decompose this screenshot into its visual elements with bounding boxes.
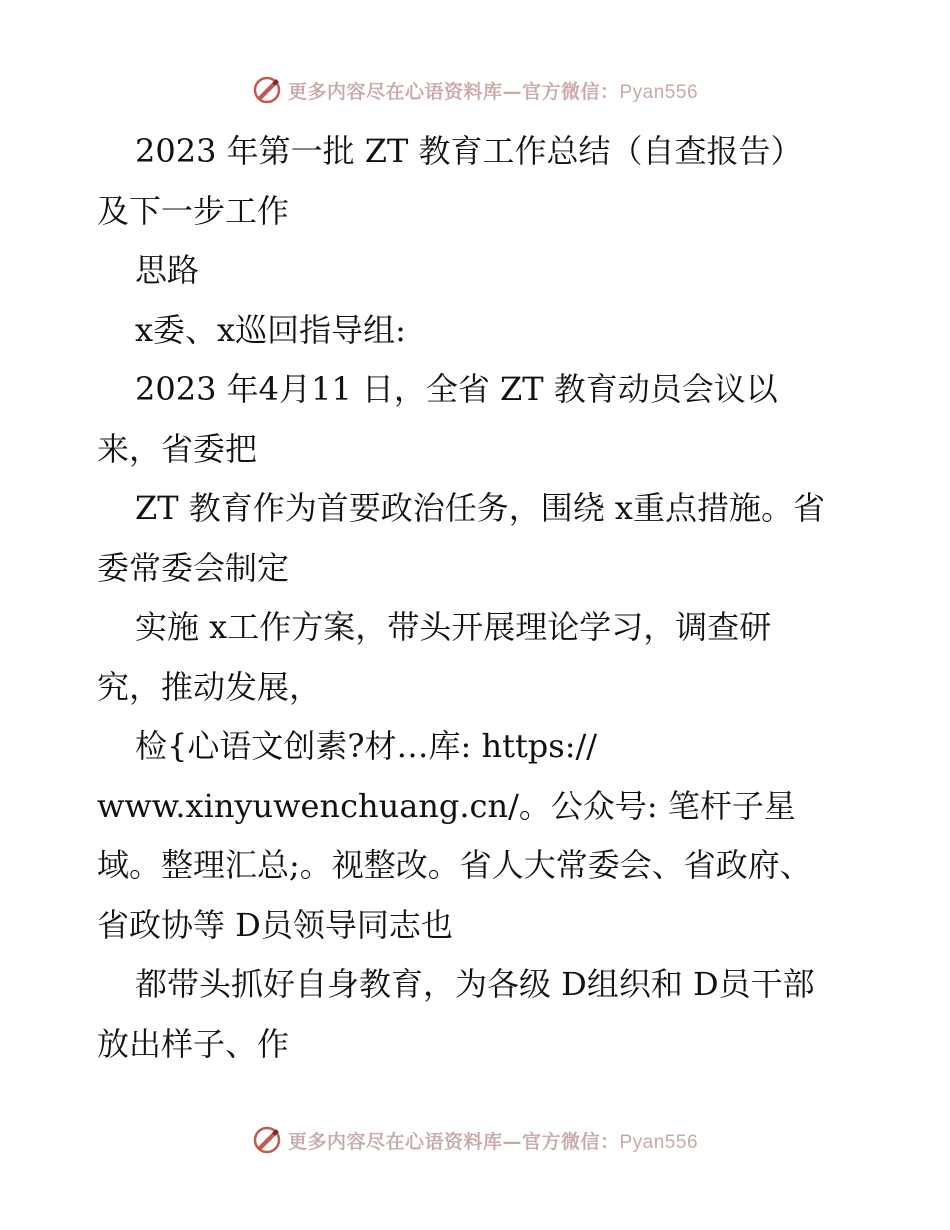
watermark-text	[288, 77, 698, 104]
paragraph-9: 都带头抓好自身教育，为各级 D组织和 D员干部放出样子、作	[97, 965, 815, 1063]
paragraph-7: 检{心语文创素?材…库: https://	[135, 727, 598, 765]
paragraph-6: 实施 x工作方案，带头开展理论学习，调查研究，推动发展，	[97, 608, 772, 706]
pen-logo-icon	[252, 1125, 282, 1155]
watermark-brand: Pyan556	[619, 81, 699, 103]
paragraph-8: www.xinyuwenchuang.cn/。公众号: 笔杆子星域。整理汇总;。视整改。省人大常委会、省政府、省政协等 D员领导同志也	[97, 786, 812, 944]
paragraph-5: ZT 教育作为首要政治任务，围绕 x重点措施。省委常委会制定	[97, 489, 825, 587]
watermark-brand: Pyan556	[619, 1131, 699, 1153]
paragraph-4: 2023 年4月11 日，全省 ZT 教育动员会议以来，省委把	[97, 370, 778, 468]
pen-logo-icon	[252, 75, 282, 105]
watermark-caption: 更多内容尽在心语资料库—官方微信：	[287, 80, 620, 103]
document-body	[97, 122, 832, 1074]
footer-watermark	[0, 1120, 950, 1160]
paragraph-2: 思路	[135, 251, 200, 289]
watermark-text	[288, 1127, 698, 1154]
paragraph-title: 2023 年第一批 ZT 教育工作总结（自查报告）及下一步工作	[97, 132, 803, 230]
watermark-caption: 更多内容尽在心语资料库—官方微信：	[287, 1130, 620, 1153]
paragraph-salutation: x委、x巡回指导组:	[135, 310, 406, 349]
header-watermark	[0, 70, 950, 110]
